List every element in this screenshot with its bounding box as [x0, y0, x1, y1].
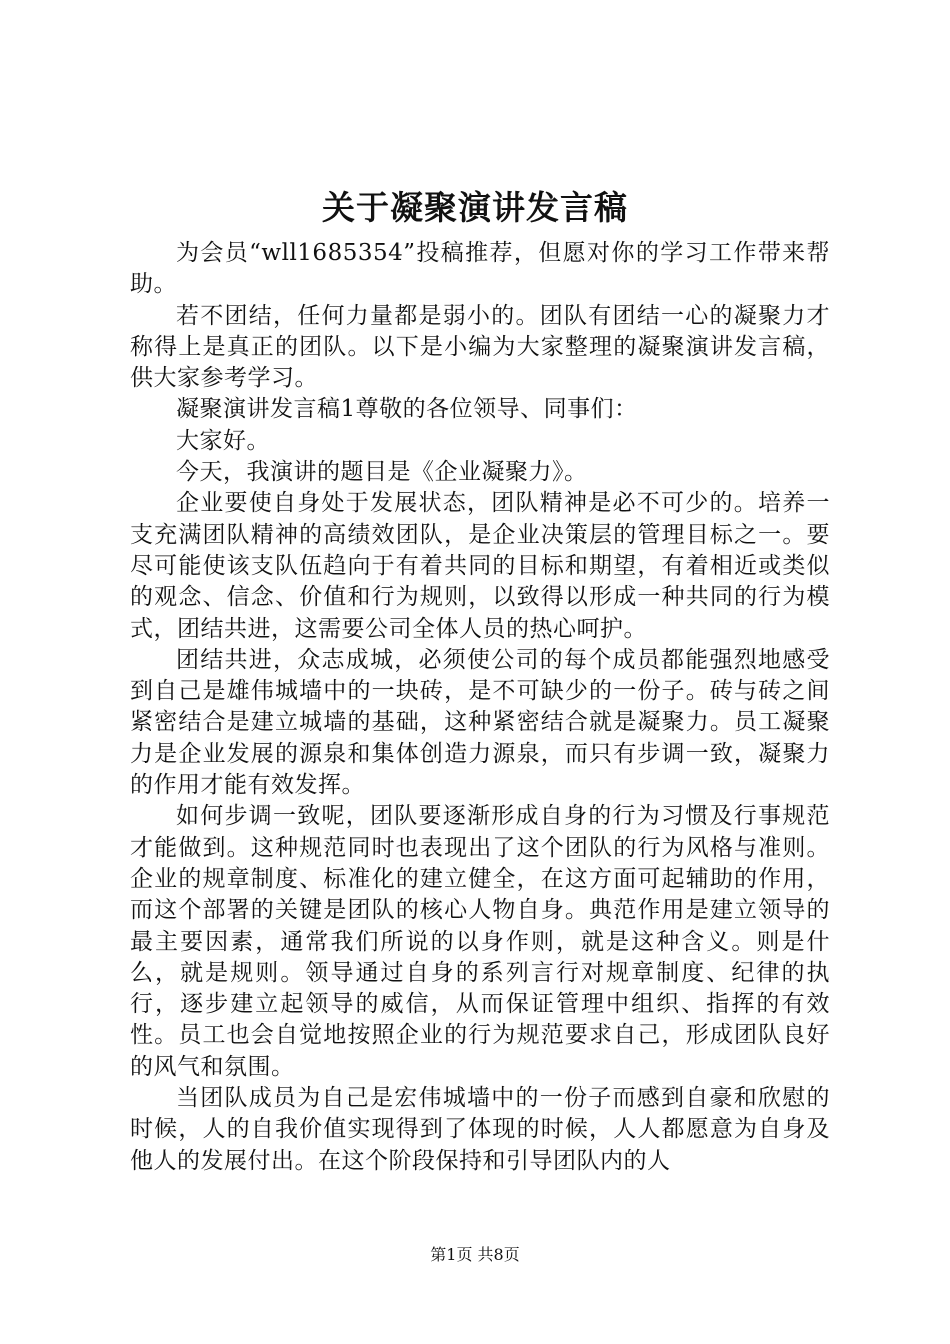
page-number-footer: 第1页 共8页	[430, 1245, 520, 1264]
paragraph-6: 企业要使自身处于发展状态，团队精神是必不可少的。培养一支充满团队精神的高绩效团队，是企业决策层的管理目标之一。要尽可能使该支队伍趋向于有着共同的目标和期望，有着相近或类似的观念、信念、价值和行为规则，以致得以形成一种共同的行为模式，团结共进，这需要公司全体人员的热心呵护。	[130, 490, 830, 642]
paragraph-9: 当团队成员为自己是宏伟城墙中的一份子而感到自豪和欣慰的时候，人的自我价值实现得到了体现的时候，人人都愿意为自身及他人的发展付出。在这个阶段保持和引导团队内的人	[130, 1085, 830, 1174]
paragraph-3: 凝聚演讲发言稿1尊敬的各位领导、同事们：	[176, 396, 638, 423]
paragraph-7: 团结共进，众志成城，必须使公司的每个成员都能强烈地感受到自己是雄伟城墙中的一块砖，是不可缺少的一份子。砖与砖之间紧密结合是建立城墙的基础，这种紧密结合就是凝聚力。员工凝聚力是企业发展的源泉和集体创造力源泉，而只有步调一致，凝聚力的作用才能有效发挥。	[130, 646, 830, 799]
paragraph-1: 为会员“wll1685354”投稿推荐，但愿对你的学习工作带来帮助。	[130, 240, 830, 298]
paragraph-8: 如何步调一致呢，团队要逐渐形成自身的行为习惯及行事规范才能做到。这种规范同时也表现出了这个团队的行为风格与准则。企业的规章制度、标准化的建立健全，在这方面可起辅助的作用，而这个部署的关键是团队的核心人物自身。典范作用是建立领导的最主要因素，通常我们所说的以身作则，就是这种含义。则是什么，就是规则。领导通过自身的系列言行对规章制度、纪律的执行，逐步建立起领导的威信，从而保证管理中组织、指挥的有效性。员工也会自觉地按照企业的行为规范要求自己，形成团队良好的风气和氛围。	[130, 803, 830, 1080]
paragraph-2: 若不团结，任何力量都是弱小的。团队有团结一心的凝聚力才称得上是真正的团队。以下是小编为大家整理的凝聚演讲发言稿，供大家参考学习。	[130, 302, 830, 392]
document-body	[130, 238, 830, 1177]
paragraph-4: 大家好。	[176, 427, 270, 454]
page-title: 关于凝聚演讲发言稿	[322, 188, 628, 227]
paragraph-5: 今天，我演讲的题目是《企业凝聚力》。	[176, 459, 588, 486]
